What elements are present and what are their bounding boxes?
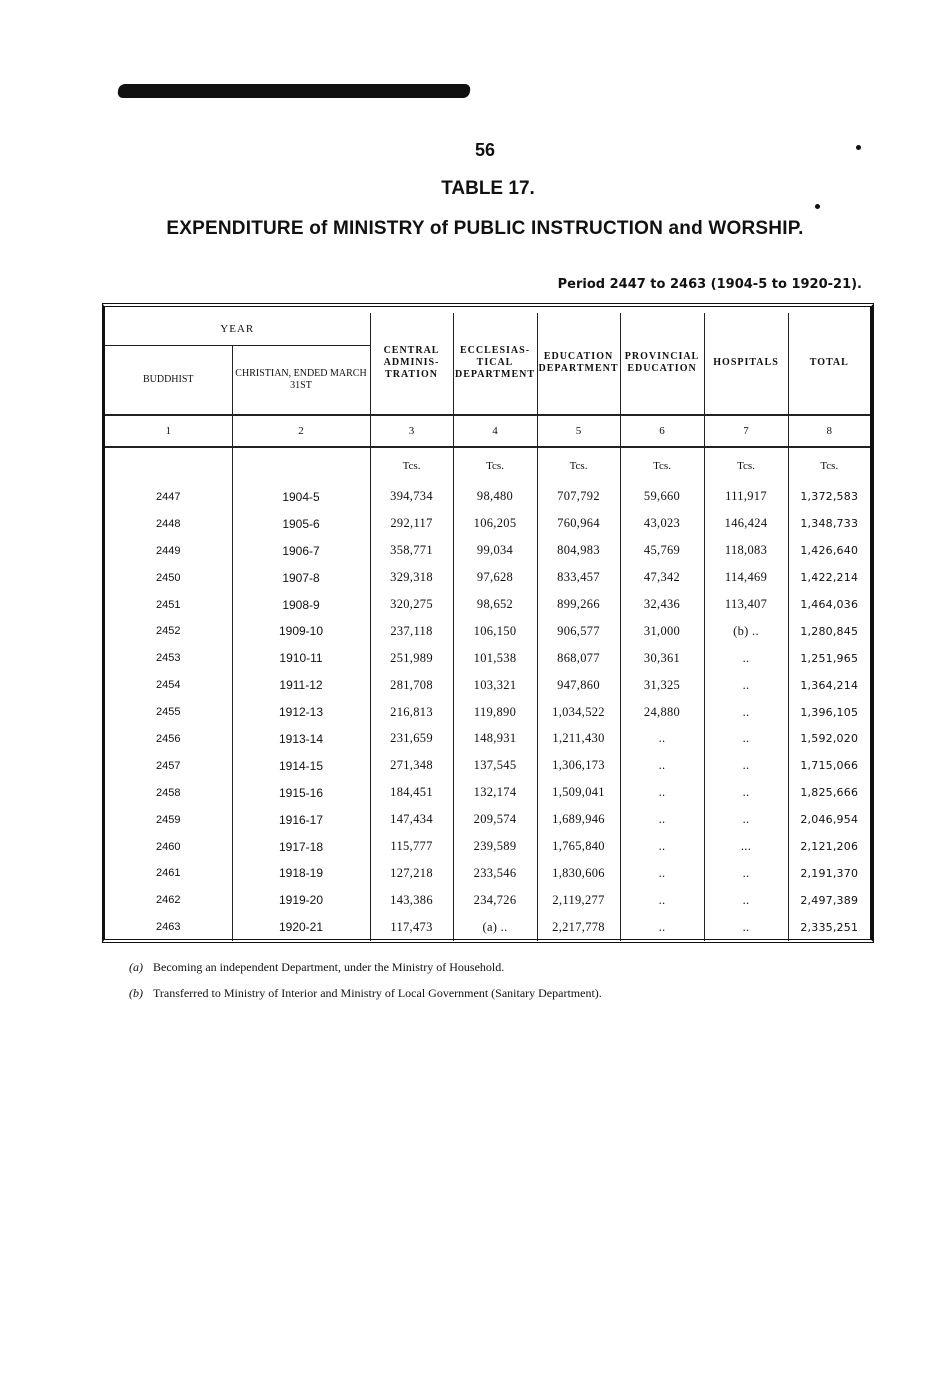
provincial-education-cell: .. [620,887,704,914]
buddhist-year-cell: 2455 [156,706,181,719]
hospitals-cell: .. [704,887,788,914]
speck [856,145,861,150]
education-cell: 760,964 [537,510,620,537]
unit-cell-empty [105,447,232,484]
total-cell: 1,715,066 [788,752,870,779]
buddhist-year-cell: 2447 [156,490,181,503]
col-header-buddhist: BUDDHIST [105,345,232,415]
unit-label: Tcs. [453,447,537,484]
total-cell: 1,426,640 [788,537,870,564]
christian-year-cell: 1906-7 [232,537,370,564]
footnote-text: Transferred to Ministry of Interior and Ministry of Local Government (Sanitary Department). [153,986,602,1000]
central-admin-cell: 358,771 [370,537,453,564]
hospitals-cell: .. [704,726,788,753]
total-cell: 1,422,214 [788,564,870,591]
unit-label: Tcs. [620,447,704,484]
footnote-mark: (a) [129,960,143,974]
buddhist-year-cell: 2463 [156,921,181,934]
ecclesiastical-cell: 209,574 [453,806,537,833]
central-admin-cell: 292,117 [370,510,453,537]
total-cell: 1,396,105 [788,699,870,726]
total-cell: 2,121,206 [788,833,870,860]
education-cell: 833,457 [537,564,620,591]
table-row [105,672,870,699]
buddhist-year-cell: 2462 [156,894,181,907]
buddhist-year-cell: 2458 [156,786,181,799]
education-cell: 1,689,946 [537,806,620,833]
hospitals-cell: 118,083 [704,537,788,564]
provincial-education-cell: 45,769 [620,537,704,564]
buddhist-year-cell: 2453 [156,652,181,665]
christian-year-cell: 1905-6 [232,510,370,537]
expenditure-table-frame [102,303,874,943]
table-label: TABLE 17. [441,178,535,199]
hospitals-cell: .. [704,860,788,887]
provincial-education-cell: .. [620,726,704,753]
ecclesiastical-cell: 233,546 [453,860,537,887]
buddhist-year-cell: 2456 [156,732,181,745]
col-number: 5 [537,415,620,447]
christian-year-cell: 1910-11 [232,645,370,672]
central-admin-cell: 184,451 [370,779,453,806]
total-cell: 1,364,214 [788,672,870,699]
education-cell: 707,792 [537,484,620,511]
ecclesiastical-cell: 99,034 [453,537,537,564]
education-cell: 804,983 [537,537,620,564]
christian-year-cell: 1913-14 [232,726,370,753]
central-admin-cell: 117,473 [370,914,453,941]
total-cell: 2,497,389 [788,887,870,914]
total-cell: 1,592,020 [788,726,870,753]
footnote-text: Becoming an independent Department, under the Ministry of Household. [153,960,505,974]
ecclesiastical-cell: 103,321 [453,672,537,699]
provincial-education-cell: .. [620,860,704,887]
central-admin-cell: 251,989 [370,645,453,672]
hospitals-cell: .. [704,645,788,672]
ecclesiastical-cell: (a) .. [453,914,537,941]
col-header-education: EDUCATION DEPARTMENT [537,313,620,415]
central-admin-cell: 237,118 [370,618,453,645]
christian-year-cell: 1918-19 [232,860,370,887]
central-admin-cell: 271,348 [370,752,453,779]
education-cell: 1,211,430 [537,726,620,753]
education-cell: 868,077 [537,645,620,672]
provincial-education-cell: .. [620,779,704,806]
buddhist-year-cell: 2457 [156,759,181,772]
smudged-header [117,84,471,98]
provincial-education-cell: 30,361 [620,645,704,672]
col-header-hospitals: HOSPITALS [704,313,788,415]
col-number: 1 [105,415,232,447]
total-cell: 2,335,251 [788,914,870,941]
education-cell: 947,860 [537,672,620,699]
buddhist-year-cell: 2461 [156,867,181,880]
col-header-total: TOTAL [788,313,870,415]
central-admin-cell: 320,275 [370,591,453,618]
education-cell: 1,306,173 [537,752,620,779]
unit-label: Tcs. [704,447,788,484]
provincial-education-cell: 31,325 [620,672,704,699]
education-cell: 2,119,277 [537,887,620,914]
hospitals-cell: ... [704,833,788,860]
christian-year-cell: 1916-17 [232,806,370,833]
table-row [105,833,870,860]
ecclesiastical-cell: 98,652 [453,591,537,618]
footnote-mark: (b) [129,986,143,1000]
table-row [105,914,870,941]
ecclesiastical-cell: 98,480 [453,484,537,511]
christian-year-cell: 1907-8 [232,564,370,591]
buddhist-year-cell: 2460 [156,840,181,853]
table-row [105,726,870,753]
unit-cell-empty [232,447,370,484]
central-admin-cell: 231,659 [370,726,453,753]
ecclesiastical-cell: 106,205 [453,510,537,537]
central-admin-cell: 147,434 [370,806,453,833]
col-number: 4 [453,415,537,447]
total-cell: 2,046,954 [788,806,870,833]
table-row [105,618,870,645]
hospitals-cell: .. [704,914,788,941]
christian-year-cell: 1917-18 [232,833,370,860]
table-row [105,806,870,833]
education-cell: 1,034,522 [537,699,620,726]
table-row [105,779,870,806]
footnote-b [129,986,602,1001]
hospitals-cell: 146,424 [704,510,788,537]
table-row [105,860,870,887]
provincial-education-cell: .. [620,914,704,941]
hospitals-cell: 113,407 [704,591,788,618]
hospitals-cell: .. [704,752,788,779]
buddhist-year-cell: 2459 [156,813,181,826]
central-admin-cell: 216,813 [370,699,453,726]
ecclesiastical-cell: 137,545 [453,752,537,779]
central-admin-cell: 329,318 [370,564,453,591]
hospitals-cell: 114,469 [704,564,788,591]
table-row [105,537,870,564]
education-cell: 906,577 [537,618,620,645]
christian-year-cell: 1912-13 [232,699,370,726]
hospitals-cell: (b) .. [704,618,788,645]
education-cell: 1,509,041 [537,779,620,806]
hospitals-cell: .. [704,779,788,806]
hospitals-cell: 111,917 [704,484,788,511]
col-header-ecclesiastical: ECCLESIAS-TICAL DEPARTMENT [453,313,537,415]
col-number: 3 [370,415,453,447]
total-cell: 2,191,370 [788,860,870,887]
provincial-education-cell: .. [620,806,704,833]
buddhist-year-cell: 2452 [156,625,181,638]
provincial-education-cell: 31,000 [620,618,704,645]
ecclesiastical-cell: 97,628 [453,564,537,591]
ecclesiastical-cell: 106,150 [453,618,537,645]
year-group-header: YEAR [220,322,255,335]
footnote-a [129,960,602,975]
col-header-provincial: PROVINCIAL EDUCATION [620,313,704,415]
hospitals-cell: .. [704,699,788,726]
christian-year-cell: 1909-10 [232,618,370,645]
hospitals-cell: .. [704,672,788,699]
unit-label: Tcs. [537,447,620,484]
col-number: 6 [620,415,704,447]
table-row [105,887,870,914]
provincial-education-cell: .. [620,833,704,860]
christian-year-cell: 1904-5 [232,484,370,511]
central-admin-cell: 115,777 [370,833,453,860]
ecclesiastical-cell: 239,589 [453,833,537,860]
total-cell: 1,251,965 [788,645,870,672]
speck [815,204,820,209]
provincial-education-cell: .. [620,752,704,779]
table-row [105,484,870,511]
main-heading: EXPENDITURE of MINISTRY of PUBLIC INSTRUCTION and WORSHIP. [166,218,804,239]
ecclesiastical-cell: 148,931 [453,726,537,753]
provincial-education-cell: 47,342 [620,564,704,591]
table-row [105,564,870,591]
central-admin-cell: 143,386 [370,887,453,914]
buddhist-year-cell: 2450 [156,571,181,584]
buddhist-year-cell: 2448 [156,517,181,530]
table-row [105,699,870,726]
central-admin-cell: 127,218 [370,860,453,887]
education-cell: 899,266 [537,591,620,618]
total-cell: 1,348,733 [788,510,870,537]
christian-year-cell: 1919-20 [232,887,370,914]
provincial-education-cell: 59,660 [620,484,704,511]
provincial-education-cell: 32,436 [620,591,704,618]
footnotes [129,960,602,1012]
table-row [105,752,870,779]
ecclesiastical-cell: 234,726 [453,887,537,914]
buddhist-year-cell: 2449 [156,544,181,557]
page-number: 56 [474,140,496,160]
col-number: 8 [788,415,870,447]
christian-year-cell: 1914-15 [232,752,370,779]
ecclesiastical-cell: 132,174 [453,779,537,806]
education-cell: 2,217,778 [537,914,620,941]
col-number: 2 [232,415,370,447]
hospitals-cell: .. [704,806,788,833]
unit-label: Tcs. [370,447,453,484]
buddhist-year-cell: 2451 [156,598,181,611]
central-admin-cell: 281,708 [370,672,453,699]
christian-year-cell: 1911-12 [232,672,370,699]
period-label: Period 2447 to 2463 (1904-5 to 1920-21). [557,277,862,292]
col-header-central: CENTRAL ADMINIS-TRATION [370,313,453,415]
total-cell: 1,464,036 [788,591,870,618]
christian-year-cell: 1920-21 [232,914,370,941]
provincial-education-cell: 43,023 [620,510,704,537]
total-cell: 1,372,583 [788,484,870,511]
education-cell: 1,765,840 [537,833,620,860]
table-row [105,645,870,672]
christian-year-cell: 1908-9 [232,591,370,618]
table-row [105,591,870,618]
expenditure-table [105,313,870,941]
ecclesiastical-cell: 119,890 [453,699,537,726]
education-cell: 1,830,606 [537,860,620,887]
unit-label: Tcs. [788,447,870,484]
provincial-education-cell: 24,880 [620,699,704,726]
total-cell: 1,280,845 [788,618,870,645]
col-number: 7 [704,415,788,447]
total-cell: 1,825,666 [788,779,870,806]
ecclesiastical-cell: 101,538 [453,645,537,672]
christian-year-cell: 1915-16 [232,779,370,806]
central-admin-cell: 394,734 [370,484,453,511]
table-row [105,510,870,537]
col-header-christian: CHRISTIAN, ENDED MARCH 31ST [232,345,370,415]
buddhist-year-cell: 2454 [156,679,181,692]
